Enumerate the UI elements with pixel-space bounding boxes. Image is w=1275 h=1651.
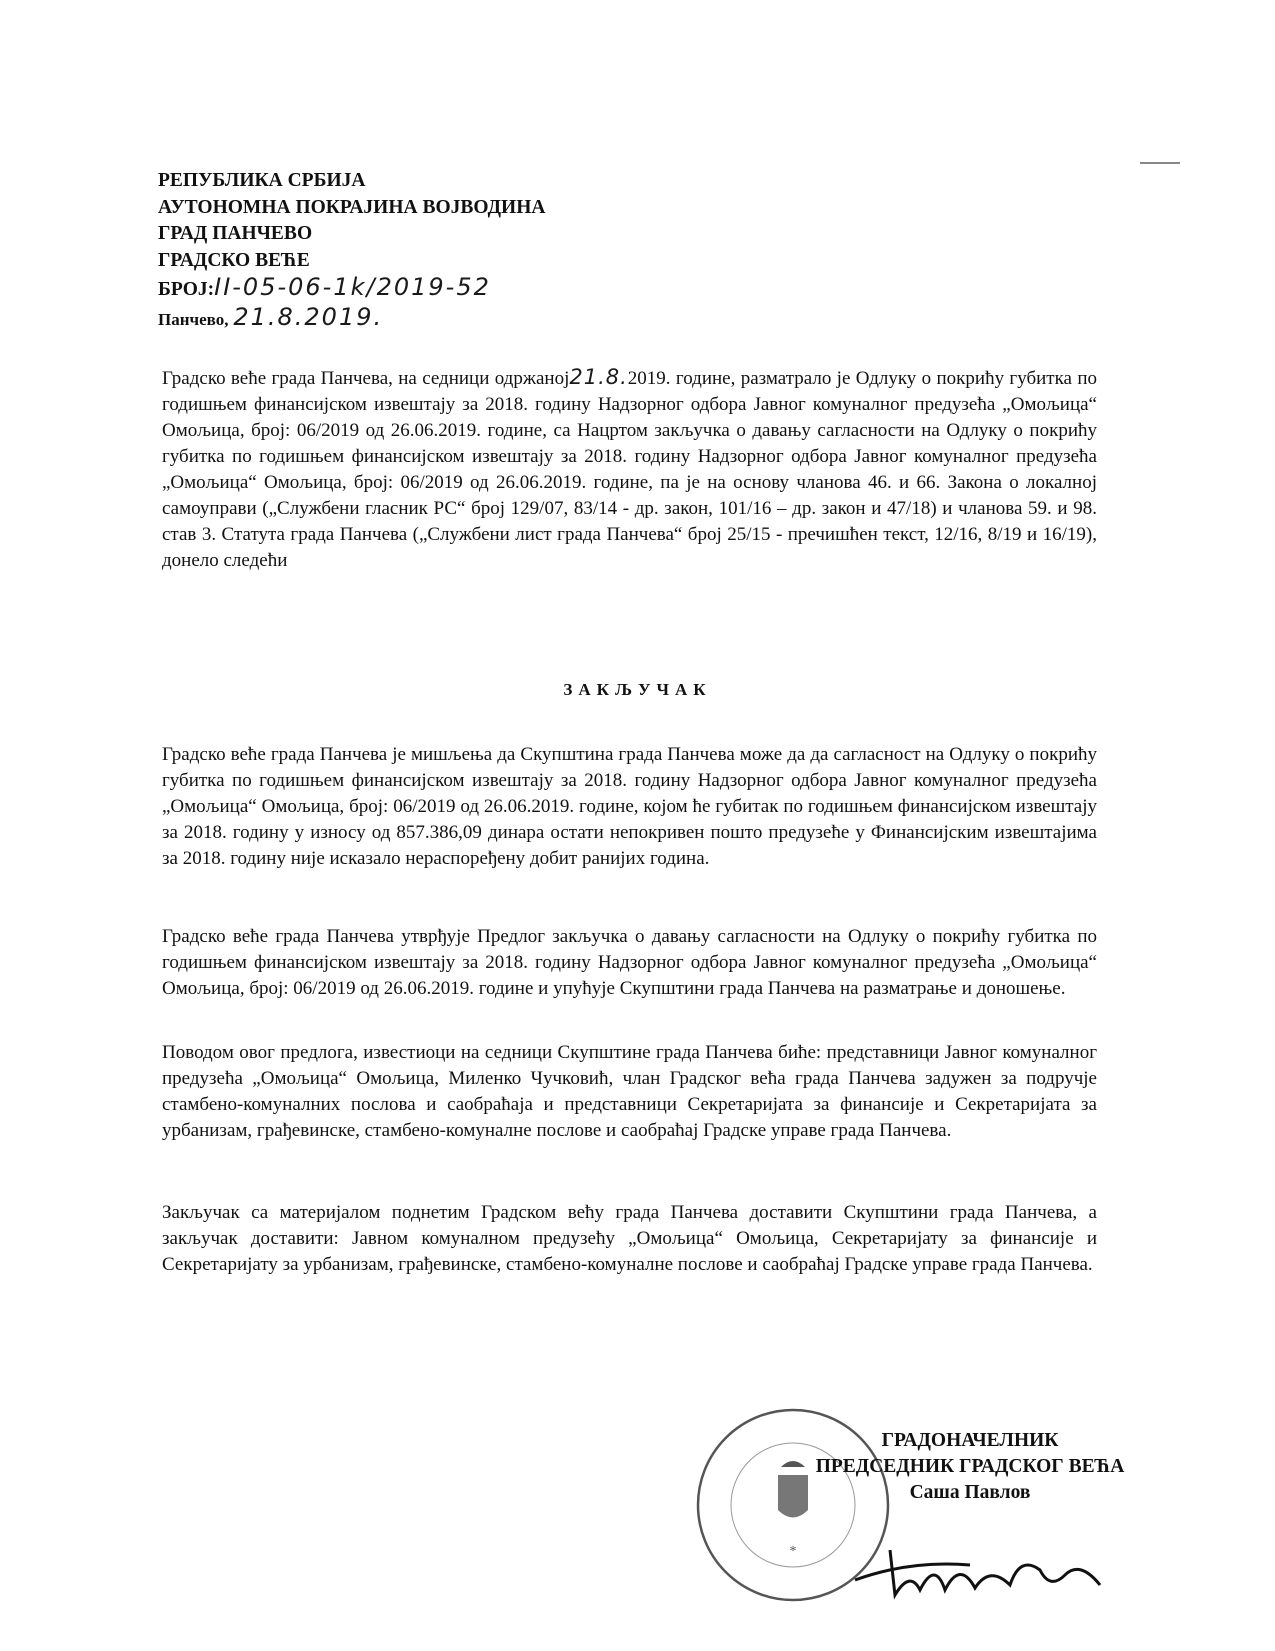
body-paragraph: Поводом овог предлога, известиоци на седници Скупштине града Панчева биће: представници Јавног комуналног предузећа „Омољица“ Омољица, Миленко Чучковић, члан Градског већа града Панчева задужен за подручје стамбено-комуналних послова и саобраћаја и представници Секретаријата за финансије и Секретаријата за урбанизам, грађевинске, стамбено-комуналне послове и саобраћај Градске управе града Панчева. xyxy=(162,1042,1097,1141)
signatory-role: ПРЕДСЕДНИК ГРАДСКОГ ВЕЋА xyxy=(815,1456,1125,1477)
scan-mark xyxy=(1140,162,1180,164)
body-paragraph: Градско веће града Панчева је мишљења да Скупштина града Панчева може да да сагласност на Одлуку о покрићу губитка по годишњем финансијском извештају за 2018. годину Надзорног одбора Јавног комуналног предузећа „Омољица“ Омољица, број: 06/2019 од 26.06.2019. године, којом ће губитак по годишњем финансијском извештају за 2018. годину у износу од 857.386,09 динара остати непокривен пошто предузеће у Финансијским извештајима за 2018. годину није исказало нераспоређену добит ранијих година. xyxy=(162,744,1097,869)
header-line: ГРАД ПАНЧЕВО xyxy=(158,223,313,244)
place-date xyxy=(158,304,545,334)
header-line: ГРАДСКО ВЕЋЕ xyxy=(158,249,310,271)
svg-text:*: * xyxy=(789,1544,797,1559)
number-label: БРОЈ: xyxy=(158,279,215,300)
header-line: АУТОНОМНА ПОКРАЈИНА ВОЈВОДИНА xyxy=(158,196,546,218)
place-label: Панчево, xyxy=(158,309,229,329)
document-title: ЗАКЉУЧАК xyxy=(563,680,712,699)
signature-block xyxy=(760,1428,1180,1506)
handwritten-signature-icon xyxy=(850,1540,1110,1600)
document-header xyxy=(158,168,545,333)
header-line: РЕПУБЛИКА СРБИЈА xyxy=(158,170,366,191)
signatory-role: ГРАДОНАЧЕЛНИК xyxy=(881,1430,1059,1451)
date-handwritten: 21.8.2019. xyxy=(233,302,384,331)
intro-text: Градско веће града Панчева, на седници одржаној xyxy=(162,368,570,389)
intro-text: 2019. године, разматрало је Одлуку о покрићу губитка по годишњем финансијском извештају за 2018. годину Надзорног одбора Јавног комуналног предузећа „Омољица“ Омољица, број: 06/2019 од 26.06.2019. године, са Нацртом закључка о давању сагласности на Одлуку о покрићу губитка по годишњем финансијском извештају за 2018. годину Надзорног одбора Јавног комуналног предузећа „Омољица“ Омољица, број: 06/2019 од 26.06.2019. године, па је на основу чланова 46. и 66. Закона о локалној самоуправи („Службени гласник РС“ број 129/07, 83/14 - др. закон, 101/16 – др. закон и 47/18) и чланова 59. и 98. став 3. Статута града Панчева („Службени лист града Панчева“ број 25/15 - пречишћен текст, 12/16, 8/19 и 16/19), донело следећи xyxy=(162,368,1097,571)
intro-paragraph xyxy=(162,364,1097,574)
body-paragraph: Градско веће града Панчева утврђује Предлог закључка о давању сагласности на Одлуку о покрићу губитка по годишњем финансијском извештају за 2018. годину Надзорног одбора Јавног комуналног предузећа „Омољица“ Омољица, број: 06/2019 од 26.06.2019. године и упућује Скупштини града Панчева на разматрање и доношење. xyxy=(162,926,1097,999)
body-paragraph: Закључак са материјалом поднетим Градском већу града Панчева доставити Скупштини града Панчева, а закључак доставити: Јавном комуналном предузећу „Омољица“ Омољица, Секретаријату за финансије и Секретаријату за урбанизам, грађевинске, стамбено-комуналне послове и саобраћај Градске управе града Панчева. xyxy=(162,1202,1097,1275)
document-number xyxy=(158,274,545,304)
number-handwritten: II-05-06-1k/2019-52 xyxy=(214,273,491,301)
handwritten-date: 21.8. xyxy=(569,365,628,389)
signatory-name: Саша Павлов xyxy=(909,1482,1031,1503)
